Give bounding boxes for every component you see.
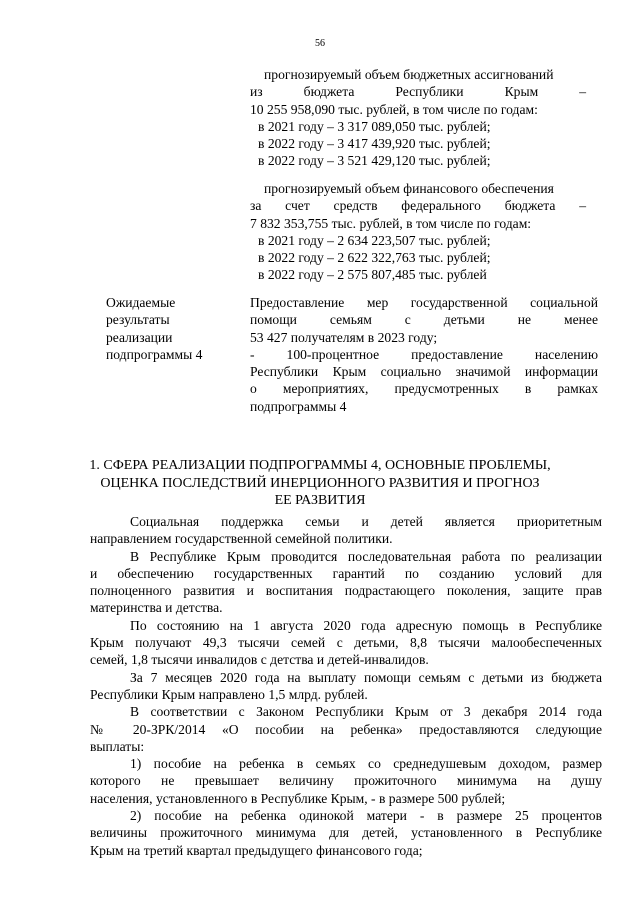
results-line: о мероприятиях, предусмотренных в рамках: [250, 381, 598, 397]
paragraph-line: Социальная поддержка семьи и детей является приоритетным: [130, 514, 602, 529]
heading-line: 1. СФЕРА РЕАЛИЗАЦИИ ПОДПРОГРАММЫ 4, ОСНОВНЫЕ ПРОБЛЕМЫ,: [89, 458, 551, 473]
funding-line: в 2022 году – 2 622 322,763 тыс. рублей;: [258, 250, 491, 266]
paragraph: [90, 513, 602, 548]
results-label-line: подпрограммы 4: [106, 346, 203, 362]
funding-line: в 2021 году – 3 317 089,050 тыс. рублей;: [258, 118, 491, 134]
heading-line: ОЦЕНКА ПОСЛЕДСТВИЙ ИНЕРЦИОННОГО РАЗВИТИЯ И ПРОГНОЗ: [100, 475, 540, 491]
paragraph-line: Республики Крым направлено 1,5 млрд. рублей.: [90, 686, 368, 702]
funding-line: в 2021 году – 2 634 223,507 тыс. рублей;: [258, 232, 491, 248]
funding-line: в 2022 году – 2 575 807,485 тыс. рублей: [258, 267, 487, 283]
paragraph: [90, 755, 602, 807]
paragraph-line: Крым на третий квартал предыдущего финансового года;: [90, 842, 423, 858]
paragraph-line: Крым получают 49,3 тысячи семей с детьми, 8,8 тысячи малообеспеченных: [90, 635, 602, 651]
results-line: Предоставление мер государственной социальной: [250, 295, 598, 310]
results-line: 53 427 получателям в 2023 году;: [250, 329, 438, 345]
paragraph-line: и обеспечению государственных гарантий по созданию условий для: [90, 565, 602, 581]
results-label-line: результаты: [106, 312, 170, 328]
results-label-line: Ожидаемые: [106, 295, 176, 310]
funding-line: 10 255 958,090 тыс. рублей, в том числе по годам:: [250, 101, 538, 117]
paragraph: [90, 807, 602, 859]
paragraph: [90, 703, 602, 755]
funding-line: в 2022 году – 3 521 429,120 тыс. рублей;: [258, 153, 491, 169]
results-label-line: реализации: [106, 329, 173, 345]
paragraph-line: населения, установленного в Республике Крым, - в размере 500 рублей;: [90, 790, 506, 806]
funding-line: прогнозируемый объем бюджетных ассигнований: [264, 67, 554, 82]
results-line: подпрограммы 4: [250, 398, 347, 414]
heading-line: ЕЕ РАЗВИТИЯ: [274, 493, 366, 508]
paragraph-line: которого не превышает величину прожиточного минимума на душу: [90, 773, 602, 789]
section-heading: [88, 457, 552, 510]
paragraph-line: полноценного развития и воспитания подрастающего поколения, защите прав: [90, 583, 602, 599]
body-text: [90, 513, 602, 859]
funding-line: из бюджета Республики Крым –: [250, 84, 586, 100]
funding-line: в 2022 году – 3 417 439,920 тыс. рублей;: [258, 136, 491, 152]
results-text: [250, 294, 598, 415]
paragraph-line: За 7 месяцев 2020 года на выплату помощи семьям с детьми из бюджета: [130, 669, 602, 685]
paragraph: [90, 669, 602, 704]
paragraph-line: 1) пособие на ребенка в семьях со среднедушевым доходом, размер: [130, 756, 602, 772]
funding-line: прогнозируемый объем финансового обеспечения: [264, 181, 554, 196]
funding-line: за счет средств федерального бюджета –: [250, 198, 586, 214]
regional-funding-block: [250, 66, 586, 170]
paragraph-line: № 20-ЗРК/2014 «О пособии на ребенка» предоставляются следующие: [90, 721, 602, 737]
page-number: 56: [315, 38, 325, 49]
paragraph: [90, 617, 602, 669]
paragraph-line: В Республике Крым проводится последовательная работа по реализации: [130, 548, 602, 564]
results-line: Республики Крым социально значимой информации: [250, 364, 598, 380]
funding-line: 7 832 353,755 тыс. рублей, в том числе по годам:: [250, 215, 532, 231]
results-line: помощи семьям с детьми не менее: [250, 312, 598, 328]
paragraph-line: величины прожиточного минимума для детей, установленного в Республике: [90, 825, 602, 841]
paragraph-line: 2) пособие на ребенка одинокой матери - в размере 25 процентов: [130, 808, 602, 824]
paragraph-line: По состоянию на 1 августа 2020 года адресную помощь в Республике: [130, 617, 602, 633]
paragraph-line: направлением государственной семейной политики.: [90, 531, 393, 547]
paragraph-line: семей, 1,8 тысячи инвалидов с детства и детей-инвалидов.: [90, 652, 429, 668]
paragraph-line: выплаты:: [90, 738, 145, 754]
paragraph-line: В соответствии с Законом Республики Крым от 3 декабря 2014 года: [130, 704, 602, 720]
results-label: [106, 294, 246, 363]
results-line: - 100-процентное предоставление населению: [250, 346, 598, 362]
paragraph: [90, 548, 602, 617]
paragraph-line: материнства и детства.: [90, 600, 223, 616]
federal-funding-block: [250, 180, 586, 284]
